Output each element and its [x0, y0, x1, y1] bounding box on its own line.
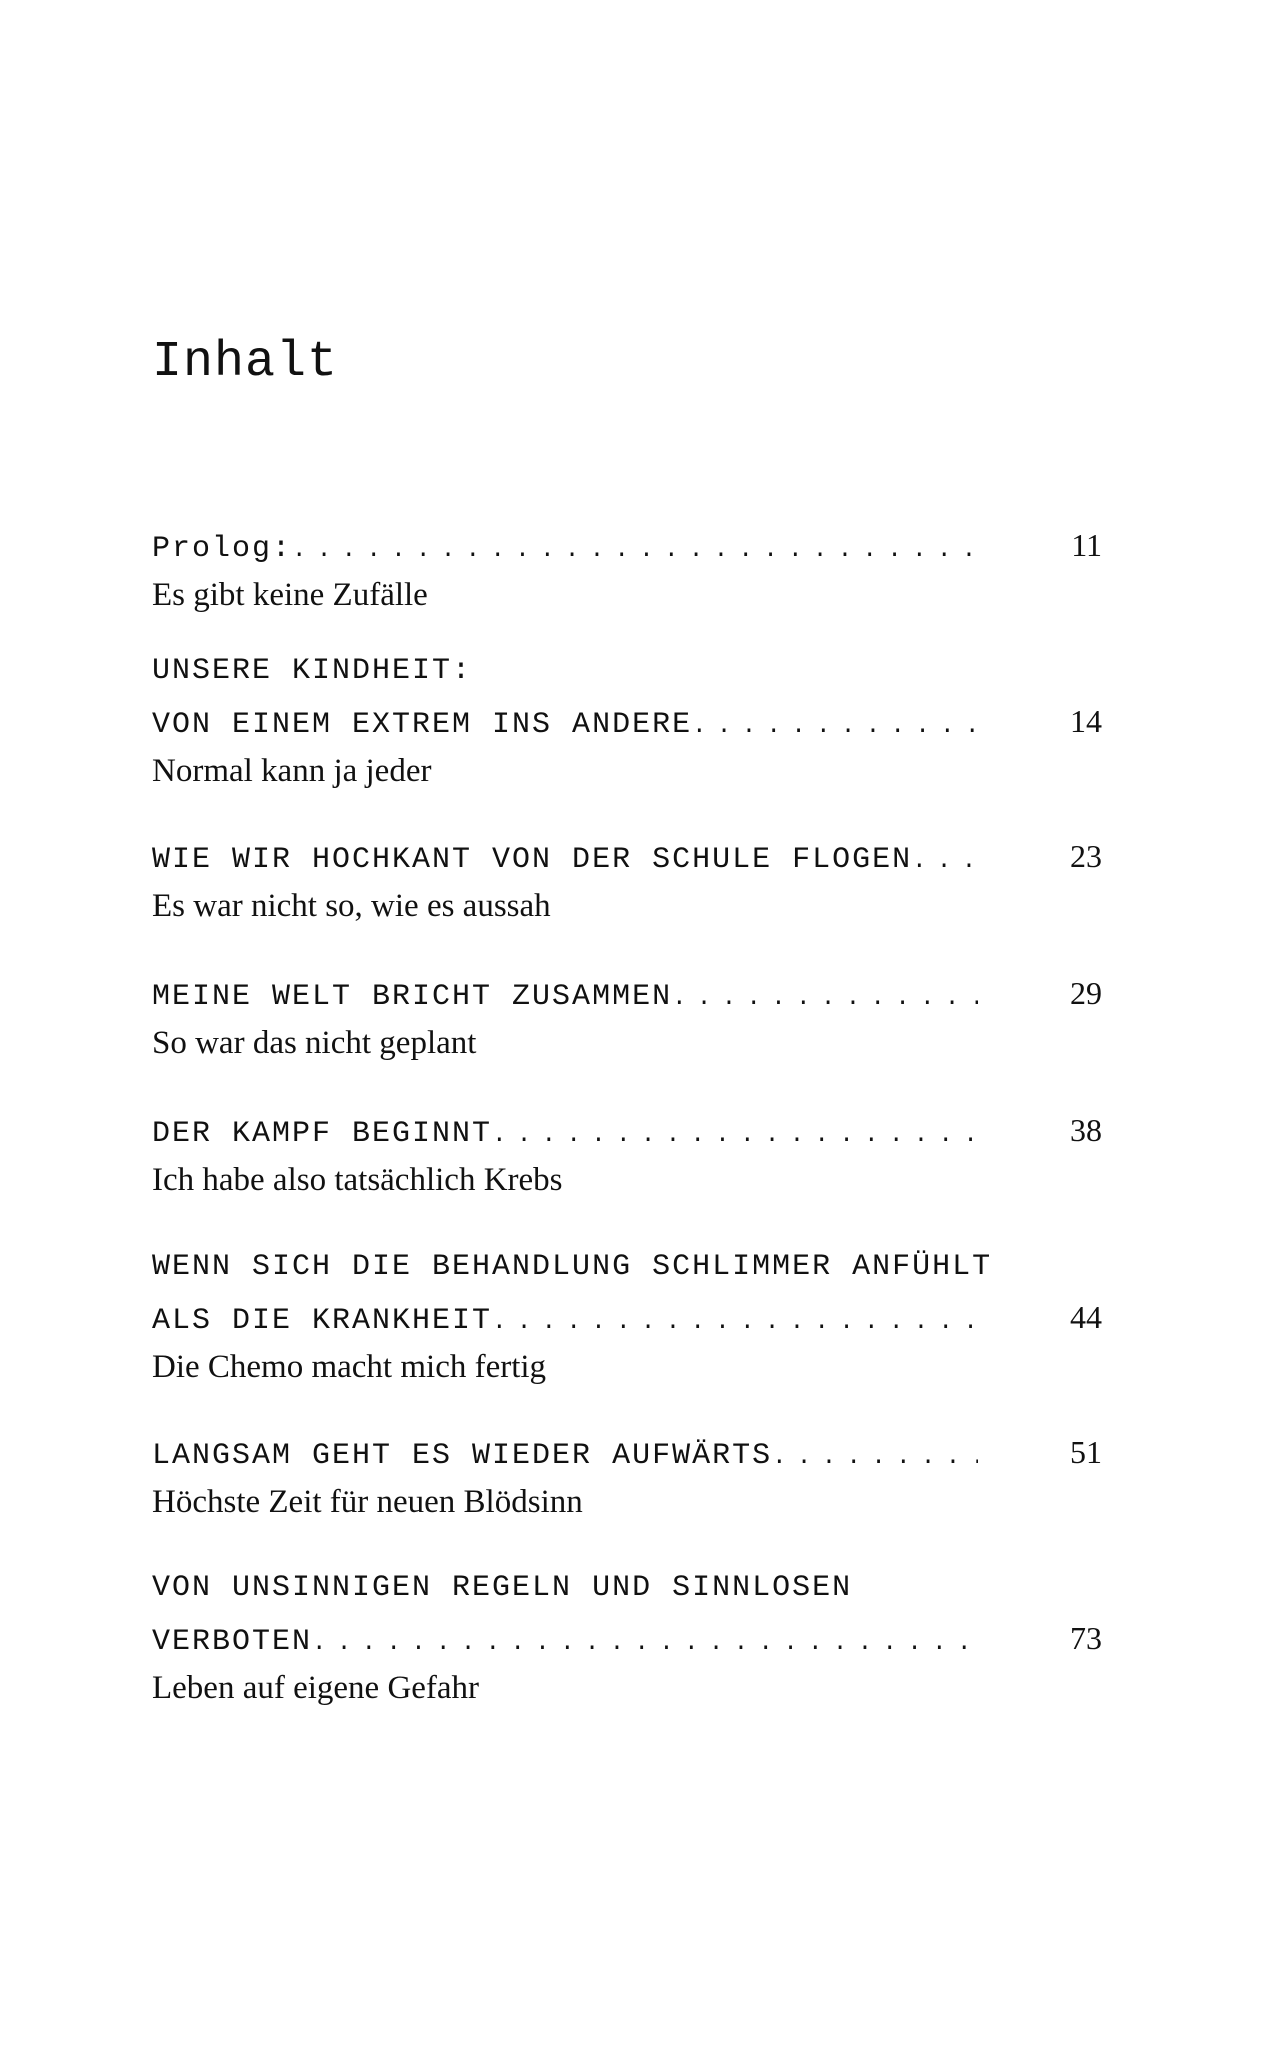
toc-subtitle: Normal kann ja jeder: [152, 753, 432, 789]
toc-leader-dots: [492, 1111, 978, 1161]
toc-entry[interactable]: [152, 1105, 1102, 1205]
toc-page-number: 29: [1070, 975, 1102, 1011]
toc-title: Inhalt: [152, 334, 339, 391]
toc-heading-row: [152, 646, 1102, 696]
toc-entry[interactable]: [152, 520, 1102, 620]
toc-heading: VERBOTEN: [152, 1625, 313, 1659]
toc-page-number: 51: [1070, 1434, 1102, 1470]
toc-subtitle: Höchste Zeit für neuen Blödsinn: [152, 1484, 583, 1520]
toc-heading-row: [152, 1105, 1102, 1155]
toc-leader-dots: [672, 974, 978, 1024]
toc-heading-row: [152, 1242, 1102, 1292]
toc-heading-row: [152, 696, 1102, 746]
toc-subtitle: Die Chemo macht mich fertig: [152, 1349, 547, 1385]
toc-page-number: 23: [1070, 838, 1102, 874]
toc-subtitle: Ich habe also tatsächlich Krebs: [152, 1162, 563, 1198]
toc-heading-row: [152, 968, 1102, 1018]
toc-leader-dots: [912, 837, 978, 887]
toc-heading: LANGSAM GEHT ES WIEDER AUFWÄRTS: [152, 1439, 773, 1473]
toc-leader-dots: [492, 1298, 978, 1348]
toc-heading-row: [152, 1613, 1102, 1663]
toc-leader-dots: [292, 526, 978, 576]
toc-subtitle: Leben auf eigene Gefahr: [152, 1670, 480, 1706]
toc-entry[interactable]: [152, 831, 1102, 931]
toc-subtitle: So war das nicht geplant: [152, 1025, 477, 1061]
toc-heading: Prolog:: [152, 532, 293, 566]
toc-entry[interactable]: [152, 1427, 1102, 1527]
toc-entry[interactable]: [152, 1242, 1102, 1392]
toc-subtitle: Es war nicht so, wie es aussah: [152, 888, 551, 924]
toc-subtitle: Es gibt keine Zufälle: [152, 577, 428, 613]
toc-page-number: 73: [1070, 1620, 1102, 1656]
toc-heading-row: [152, 520, 1102, 570]
toc-heading: MEINE WELT BRICHT ZUSAMMEN: [152, 980, 673, 1014]
toc-heading: UNSERE KINDHEIT:: [152, 654, 473, 688]
toc-heading: DER KAMPF BEGINNT: [152, 1117, 493, 1151]
toc-heading: WENN SICH DIE BEHANDLUNG SCHLIMMER ANFÜHLT: [152, 1250, 993, 1284]
toc-heading: VON EINEM EXTREM INS ANDERE: [152, 708, 693, 742]
toc-heading-row: [152, 831, 1102, 881]
toc-heading: WIE WIR HOCHKANT VON DER SCHULE FLOGEN: [152, 843, 913, 877]
toc-entry[interactable]: [152, 646, 1102, 796]
toc-entry[interactable]: [152, 968, 1102, 1068]
toc-heading-row: [152, 1292, 1102, 1342]
toc-heading: VON UNSINNIGEN REGELN UND SINNLOSEN: [152, 1571, 853, 1605]
toc-page-number: 38: [1070, 1112, 1102, 1148]
toc-leader-dots: [772, 1433, 978, 1483]
toc-leader-dots: [312, 1619, 978, 1669]
toc-page-number: 44: [1070, 1299, 1102, 1335]
toc-heading-row: [152, 1563, 1102, 1613]
toc-page-number: 14: [1070, 703, 1102, 739]
toc-page-number: 11: [1071, 527, 1102, 563]
toc-heading: ALS DIE KRANKHEIT: [152, 1304, 493, 1338]
toc-entry[interactable]: [152, 1563, 1102, 1713]
toc-heading-row: [152, 1427, 1102, 1477]
toc-leader-dots: [692, 702, 978, 752]
